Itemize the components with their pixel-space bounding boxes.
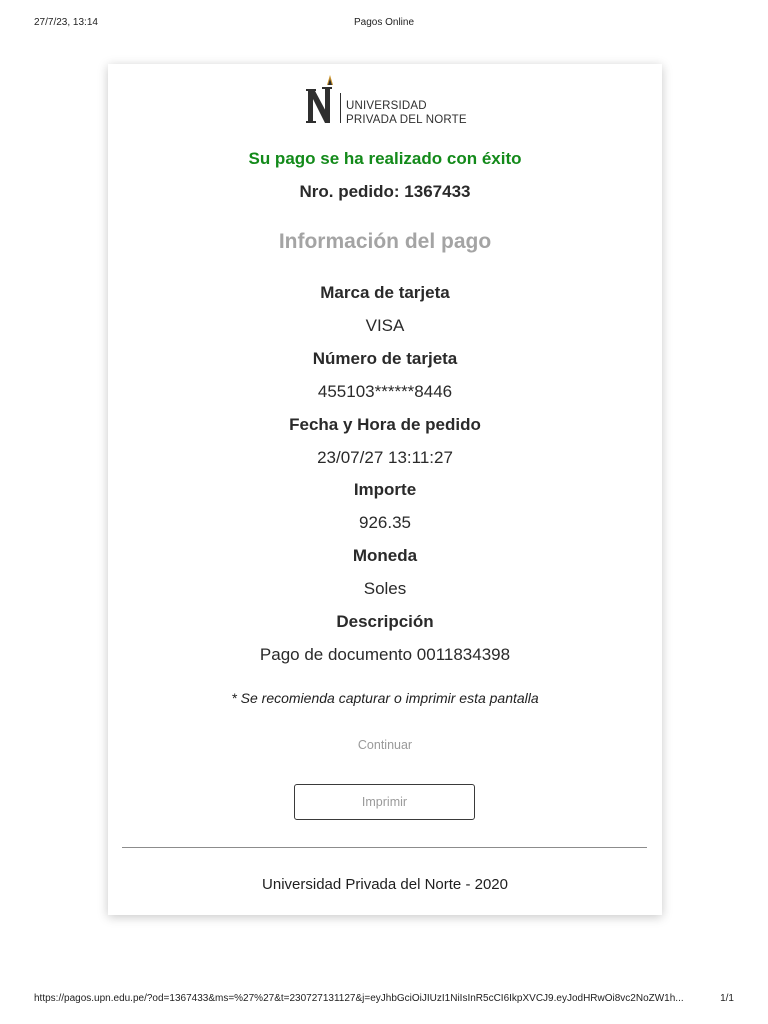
- success-message: Su pago se ha realizado con éxito: [248, 149, 522, 168]
- capture-recommendation-note: * Se recomienda capturar o imprimir esta pantalla: [231, 690, 539, 706]
- card-number-label: Número de tarjeta: [312, 349, 458, 368]
- print-datetime: 27/7/23, 13:14: [34, 17, 98, 28]
- print-page-title: Pagos Online: [353, 17, 415, 28]
- print-page-number: 1/1: [720, 993, 734, 1004]
- continue-link[interactable]: Continuar: [357, 738, 413, 752]
- payment-info-heading: Información del pago: [278, 230, 492, 253]
- card-brand-value: VISA: [365, 316, 405, 335]
- logo-wordmark: [346, 99, 467, 127]
- print-button[interactable]: Imprimir: [294, 784, 475, 820]
- print-footer-url: https://pagos.upn.edu.pe/?od=1367433&ms=%27%27&t=230727131127&j=eyJhbGciOiJIUzI1NiIsInR5cCI6IkpXVCJ9.eyJodHRwOi8vc2NoZW1h...: [34, 993, 684, 1004]
- order-datetime-value: 23/07/27 13:11:27: [317, 448, 453, 467]
- description-label: Descripción: [336, 612, 434, 631]
- footer-divider: [122, 847, 647, 848]
- order-number: Nro. pedido: 1367433: [299, 182, 471, 201]
- currency-label: Moneda: [352, 546, 418, 565]
- description-value: Pago de documento 0011834398: [259, 645, 511, 664]
- card-brand-label: Marca de tarjeta: [320, 283, 450, 302]
- logo-wordmark-line1: UNIVERSIDAD: [346, 100, 427, 112]
- order-datetime-label: Fecha y Hora de pedido: [289, 415, 481, 434]
- amount-label: Importe: [353, 480, 417, 499]
- amount-value: 926.35: [359, 513, 411, 532]
- currency-value: Soles: [363, 579, 407, 598]
- footer-text: Universidad Privada del Norte - 2020: [262, 876, 508, 893]
- print-footer: [34, 993, 734, 1007]
- card-number-value: 455103******8446: [317, 382, 453, 401]
- logo-wordmark-line2: PRIVADA DEL NORTE: [346, 114, 467, 126]
- print-header: [0, 17, 768, 31]
